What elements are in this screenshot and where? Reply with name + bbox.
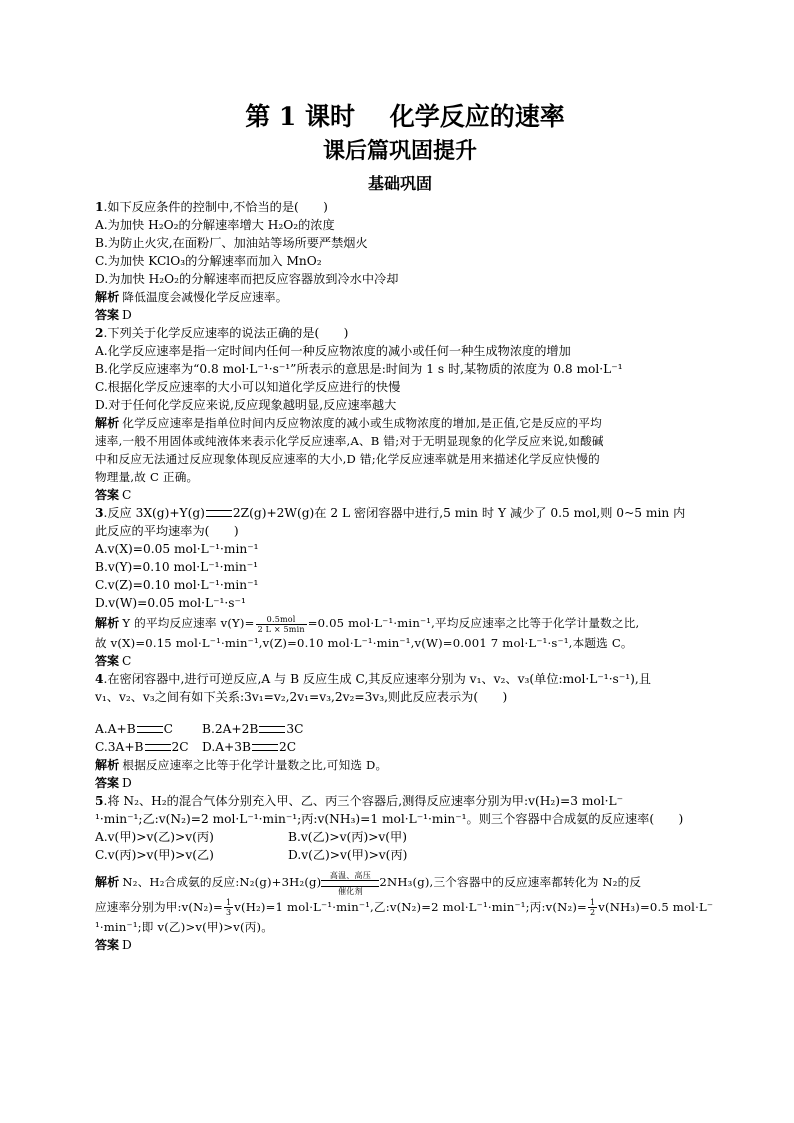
question-3-option-b: B.v(Y)=0.10 mol·L⁻¹·min⁻¹ bbox=[95, 560, 259, 574]
question-1-stem: 1.如下反应条件的控制中,不恰当的是( ) bbox=[95, 200, 328, 214]
question-3-answer: 答案 C bbox=[95, 654, 132, 668]
question-1-option-b: B.为防止火灾,在面粉厂、加油站等场所要严禁烟火 bbox=[95, 236, 368, 250]
question-4-stem-cont: v₁、v₂、v₃之间有如下关系:3v₁=v₂,2v₁=v₃,2v₂=3v₃,则此反应表示为( ) bbox=[95, 690, 508, 704]
question-2-option-d: D.对于任何化学反应来说,反应现象越明显,反应速率越大 bbox=[95, 398, 397, 412]
question-3-option-c: C.v(Z)=0.10 mol·L⁻¹·min⁻¹ bbox=[95, 578, 259, 592]
equilibrium-arrow-icon bbox=[206, 510, 232, 517]
question-3-stem: 3.反应 3X(g)+Y(g) 2Z(g)+2W(g)在 2 L 密闭容器中进行,5 min 时 Y 减少了 0.5 mol,则 0~5 min 内 bbox=[95, 506, 686, 520]
question-3-stem-cont: 此反应的平均速率为( ) bbox=[95, 524, 239, 538]
question-5-option-a: A.v(甲)>v(乙)>v(丙) bbox=[95, 830, 214, 844]
question-4-option-a: A.A+B C bbox=[95, 722, 173, 736]
question-4-explanation: 解析 根据反应速率之比等于化学计量数之比,可知选 D。 bbox=[95, 758, 388, 772]
question-3-explanation: 解析 Y 的平均反应速率 v(Y)= $\frac{\text{0.5mol}}{2 L \times 5\min}$ =0.05 mol·L⁻¹·min⁻¹,平均反应速率之比等于化学计量数之比, 故 v(X)=0.15 mol·L⁻¹·min⁻¹,v(Z)=0.10 mol·L⁻¹·min⁻¹,v(W)=0.001 7 mol·L⁻¹·s⁻¹,本题选 C。 bbox=[95, 614, 640, 650]
equilibrium-arrow-icon bbox=[145, 744, 171, 751]
question-2-option-a: A.化学反应速率是指一定时间内任何一种反应物浓度的减小或任何一种生成物浓度的增加 bbox=[95, 344, 571, 358]
question-4-options-row-2 bbox=[95, 738, 705, 756]
fraction: $\frac{1}{2}$ bbox=[589, 898, 596, 917]
question-1-answer: 答案 D bbox=[95, 308, 132, 322]
question-5-options-row-2 bbox=[95, 846, 705, 864]
equilibrium-arrow-icon bbox=[137, 726, 163, 733]
question-5-explanation: 解析 N₂、H₂合成氨的反应:N₂(g)+3H₂(g) 高温、高压 催化剂2NH₃(g),三个容器中的反应速率都转化为 N₂的反 应速率分别为甲:v(N₂)= $\frac{1}{3}$ v(H₂)=1 mol·L⁻¹·min⁻¹,乙:v(N₂)=2 mol·L⁻¹·min⁻¹;丙:v(N₂)= $\frac{1}{2}$ v(NH₃)=0.5 mol·L⁻ ¹·min⁻¹;即 v(乙)>v(甲)>v(丙)。 bbox=[95, 870, 714, 934]
question-4 bbox=[95, 670, 705, 792]
question-2-answer: 答案 C bbox=[95, 488, 132, 502]
question-3-option-a: A.v(X)=0.05 mol·L⁻¹·min⁻¹ bbox=[95, 542, 259, 556]
document-page bbox=[95, 100, 714, 954]
reaction-condition-arrow: 高温、高压 催化剂 bbox=[321, 871, 379, 896]
question-1 bbox=[95, 198, 705, 324]
equilibrium-arrow-icon bbox=[259, 726, 285, 733]
question-5-option-c: C.v(丙)>v(甲)>v(乙) bbox=[95, 848, 214, 862]
question-1-option-d: D.为加快 H₂O₂的分解速率而把反应容器放到冷水中冷却 bbox=[95, 272, 399, 286]
question-2-explanation: 解析 化学反应速率是指单位时间内反应物浓度的减小或生成物浓度的增加,是正值,它是反应的平均 速率,一般不用固体或纯液体来表示化学反应速率,A、B 错;对于无明显现象的化学反应来说,如酸碱 中和反应无法通过反应现象体现反应速率的大小,D 错;化学反应速率就是用来描述化学反应快慢的 物理量,故 C 正确。 bbox=[95, 416, 604, 484]
fraction: $\frac{1}{3}$ bbox=[225, 898, 232, 917]
question-5-option-b: B.v(乙)>v(丙)>v(甲) bbox=[288, 830, 408, 844]
question-3 bbox=[95, 504, 705, 670]
question-4-answer: 答案 D bbox=[95, 776, 132, 790]
equilibrium-arrow-icon bbox=[252, 744, 278, 751]
question-2-option-c: C.根据化学反应速率的大小可以知道化学反应进行的快慢 bbox=[95, 380, 401, 394]
question-1-option-c: C.为加快 KClO₃的分解速率而加入 MnO₂ bbox=[95, 254, 322, 268]
question-1-explanation: 解析 降低温度会减慢化学反应速率。 bbox=[95, 290, 288, 304]
question-2-option-b: B.化学反应速率为“0.8 mol·L⁻¹·s⁻¹”所表示的意思是:时间为 1 s 时,某物质的浓度为 0.8 mol·L⁻¹ bbox=[95, 362, 623, 376]
fraction: $\frac{\text{0.5mol}}{2 L \times 5\min}$ bbox=[257, 614, 305, 634]
question-4-option-d: D.A+3B 2C bbox=[202, 740, 297, 754]
question-5 bbox=[95, 792, 714, 954]
question-4-option-b: B.2A+2B 3C bbox=[202, 722, 304, 736]
question-2 bbox=[95, 324, 705, 504]
question-4-stem: 4.在密闭容器中,进行可逆反应,A 与 B 反应生成 C,其反应速率分别为 v₁、v₂、v₃(单位:mol·L⁻¹·s⁻¹),且 bbox=[95, 672, 651, 686]
question-5-option-d: D.v(乙)>v(甲)>v(丙) bbox=[288, 848, 408, 862]
question-3-option-d: D.v(W)=0.05 mol·L⁻¹·s⁻¹ bbox=[95, 596, 246, 610]
question-4-options-row-1 bbox=[95, 720, 705, 738]
question-5-answer: 答案 D bbox=[95, 937, 132, 952]
page-subtitle: 课后篇巩固提升 bbox=[322, 138, 477, 164]
question-4-option-c: C.3A+B 2C bbox=[95, 740, 189, 754]
question-5-stem-cont: ¹·min⁻¹;乙:v(N₂)=2 mol·L⁻¹·min⁻¹;丙:v(NH₃)=1 mol·L⁻¹·min⁻¹。则三个容器中合成氨的反应速率( ) bbox=[95, 812, 684, 826]
question-5-stem: 5.将 N₂、H₂的混合气体分别充入甲、乙、丙三个容器后,测得反应速率分别为甲:v(H₂)=3 mol·L⁻ bbox=[95, 794, 624, 808]
page-title: 第 1 课时 化学反应的速率 bbox=[245, 102, 565, 131]
section-heading: 基础巩固 bbox=[367, 174, 432, 193]
question-5-options-row-1 bbox=[95, 828, 705, 846]
question-1-option-a: A.为加快 H₂O₂的分解速率增大 H₂O₂的浓度 bbox=[95, 218, 335, 232]
question-2-stem: 2.下列关于化学反应速率的说法正确的是( ) bbox=[95, 326, 349, 340]
